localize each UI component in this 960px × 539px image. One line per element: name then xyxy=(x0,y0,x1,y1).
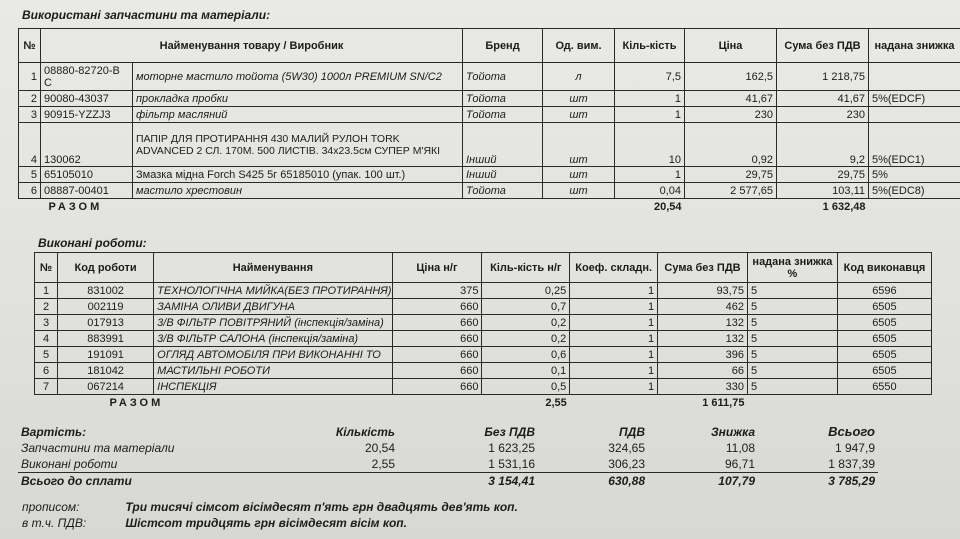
summary-col-vat: ПДВ xyxy=(619,425,645,439)
cell-brand: Інший xyxy=(463,167,543,183)
parts-col-discount: надана знижка xyxy=(869,29,960,63)
cell-code: 883991 xyxy=(58,331,154,347)
cell-qty: 0,1 xyxy=(482,363,570,379)
cell-sum: 462 xyxy=(658,299,748,315)
works-col-qty: Кіль-кість н/г xyxy=(482,253,570,283)
cell-discount: 5 xyxy=(747,331,837,347)
cell-sum: 132 xyxy=(658,315,748,331)
cell-sum: 41,67 xyxy=(777,91,869,107)
parts-col-unit: Од. вим. xyxy=(543,29,615,63)
cell-coef: 1 xyxy=(570,379,658,395)
cell-sum: 396 xyxy=(658,347,748,363)
cell-discount: 5 xyxy=(747,363,837,379)
cell-num: 6 xyxy=(19,183,41,199)
cell-exec: 6505 xyxy=(837,363,931,379)
cell-discount: 11,08 xyxy=(725,441,755,455)
cell-qty: 2,55 xyxy=(371,457,395,471)
cell-sum: 103,11 xyxy=(777,183,869,199)
cell-discount: 5%(EDCF) xyxy=(869,91,960,107)
cell-code: 191091 xyxy=(58,347,154,363)
cell-discount: 5 xyxy=(747,283,837,299)
cell-code: 831002 xyxy=(58,283,154,299)
cell-total: 1 837,39 xyxy=(828,457,875,471)
cell-label: Виконані роботи xyxy=(21,457,118,471)
cell-unit: л xyxy=(543,63,615,91)
cell-total: 1 947,9 xyxy=(834,441,875,455)
parts-col-price: Ціна xyxy=(685,29,777,63)
cell-num: 4 xyxy=(19,123,41,167)
parts-col-brand: Бренд xyxy=(463,29,543,63)
cell-name: 3/В ФІЛЬТР САЛОНА (інспекція/заміна) xyxy=(154,331,392,347)
works-col-coef: Коеф. складн. xyxy=(570,253,658,283)
works-header-row xyxy=(35,253,932,283)
table-row xyxy=(19,63,960,91)
works-section-title: Виконані роботи: xyxy=(38,236,147,250)
cell-name: ОГЛЯД АВТОМОБІЛЯ ПРИ ВИКОНАННІ ТО xyxy=(154,347,392,363)
works-table xyxy=(34,252,932,411)
cell-label: Запчастини та матеріали xyxy=(21,441,175,455)
summary-col-label: Вартість: xyxy=(21,425,87,439)
cell-exec: 6505 xyxy=(837,315,931,331)
table-row xyxy=(35,347,932,363)
cell-price: 230 xyxy=(685,107,777,123)
parts-total-qty: 20,54 xyxy=(615,199,685,215)
parts-col-sum: Сума без ПДВ xyxy=(777,29,869,63)
works-col-sum: Сума без ПДВ xyxy=(658,253,748,283)
cell-name: моторне мастило тойота (5W30) 1000л PREMIUM SN/C2 xyxy=(133,63,463,91)
summary-col-total: Всього xyxy=(828,424,875,439)
cell-code: 181042 xyxy=(58,363,154,379)
grand-total-discount: 107,79 xyxy=(648,473,758,490)
cell-brand: Тойота xyxy=(463,107,543,123)
grand-total-amount: 3 785,29 xyxy=(758,473,878,490)
summary-col-qty: Кількість xyxy=(335,425,395,439)
cell-name: Змазка мідна Forch S425 5г 65185010 (упак. 100 шт.) xyxy=(133,167,463,183)
cell-price: 2 577,65 xyxy=(685,183,777,199)
cell-num: 1 xyxy=(35,283,58,299)
parts-col-qty: Кіль-кість xyxy=(615,29,685,63)
table-row xyxy=(19,107,960,123)
cell-sum: 93,75 xyxy=(658,283,748,299)
table-row xyxy=(19,167,960,183)
cell-unit: шт xyxy=(543,167,615,183)
cell-num: 1 xyxy=(19,63,41,91)
cell-sum: 132 xyxy=(658,331,748,347)
cell-name: 3/В ФІЛЬТР ПОВІТРЯНИЙ (інспекція/заміна) xyxy=(154,315,392,331)
cell-qty: 0,04 xyxy=(615,183,685,199)
cell-code: 08880-82720-B C xyxy=(41,63,133,91)
cell-code: 90080-43037 xyxy=(41,91,133,107)
cell-qty: 0,7 xyxy=(482,299,570,315)
cell-price: 660 xyxy=(392,315,482,331)
cell-price: 660 xyxy=(392,379,482,395)
table-row xyxy=(19,183,960,199)
table-row xyxy=(35,331,932,347)
vat-in-words-value: Шістсот тридцять грн вісімдесят вісім коп. xyxy=(125,516,407,530)
cell-qty: 0,5 xyxy=(482,379,570,395)
cell-price: 660 xyxy=(392,299,482,315)
cell-qty: 0,25 xyxy=(482,283,570,299)
cell-sum: 29,75 xyxy=(777,167,869,183)
cell-qty: 0,6 xyxy=(482,347,570,363)
cell-net: 1 531,16 xyxy=(488,457,535,471)
parts-table xyxy=(18,28,960,215)
cell-coef: 1 xyxy=(570,331,658,347)
cell-num: 5 xyxy=(19,167,41,183)
cell-name: ПАПІР ДЛЯ ПРОТИРАННЯ 430 МАЛИЙ РУЛОН TORK ADVANCED 2 СЛ. 170М. 500 ЛИСТІВ. 34х23.5см СУПЕР М'ЯКІ xyxy=(133,123,463,167)
parts-section-title: Використані запчастини та матеріали: xyxy=(22,8,271,22)
table-row xyxy=(18,440,878,456)
cell-discount: 5 xyxy=(747,299,837,315)
cell-num: 2 xyxy=(35,299,58,315)
cell-name: ЗАМІНА ОЛИВИ ДВИГУНА xyxy=(154,299,392,315)
cell-brand: Тойота xyxy=(463,63,543,91)
cell-price: 29,75 xyxy=(685,167,777,183)
cell-name: мастило хрестовин xyxy=(133,183,463,199)
cell-exec: 6505 xyxy=(837,299,931,315)
cell-qty: 10 xyxy=(615,123,685,167)
cell-unit: шт xyxy=(543,183,615,199)
cell-num: 7 xyxy=(35,379,58,395)
cell-qty: 20,54 xyxy=(364,441,395,455)
cell-qty: 1 xyxy=(615,91,685,107)
cell-coef: 1 xyxy=(570,315,658,331)
cell-exec: 6596 xyxy=(837,283,931,299)
cell-name: фільтр масляний xyxy=(133,107,463,123)
parts-total-row xyxy=(19,199,960,215)
cell-price: 162,5 xyxy=(685,63,777,91)
cell-num: 5 xyxy=(35,347,58,363)
cell-num: 4 xyxy=(35,331,58,347)
parts-total-label: РАЗОМ xyxy=(48,200,103,213)
works-col-code: Код роботи xyxy=(58,253,154,283)
cell-name: ІНСПЕКЦІЯ xyxy=(154,379,392,395)
summary-col-discount: Знижка xyxy=(710,425,755,439)
cell-name: МАСТИЛЬНІ РОБОТИ xyxy=(154,363,392,379)
cell-vat: 324,65 xyxy=(608,441,645,455)
cell-discount: 5 xyxy=(747,347,837,363)
cell-exec: 6550 xyxy=(837,379,931,395)
cell-discount: 5%(EDC1) xyxy=(869,123,960,167)
cell-discount: 5 xyxy=(747,379,837,395)
cell-num: 2 xyxy=(19,91,41,107)
table-row xyxy=(35,379,932,395)
cell-num: 6 xyxy=(35,363,58,379)
cell-exec: 6505 xyxy=(837,331,931,347)
cell-code: 08887-00401 xyxy=(41,183,133,199)
grand-total-row xyxy=(18,473,878,490)
amount-in-words-value: Три тисячі сімсот вісімдесят п'ять грн двадцять дев'ять коп. xyxy=(125,500,518,514)
cell-qty: 1 xyxy=(615,167,685,183)
cell-code: 90915-YZZJ3 xyxy=(41,107,133,123)
cell-unit: шт xyxy=(543,107,615,123)
parts-total-sum: 1 632,48 xyxy=(777,199,869,215)
cell-price: 660 xyxy=(392,347,482,363)
works-total-qty: 2,55 xyxy=(482,395,570,411)
cell-sum: 66 xyxy=(658,363,748,379)
table-row xyxy=(35,363,932,379)
cell-code: 002119 xyxy=(58,299,154,315)
cell-net: 1 623,25 xyxy=(488,441,535,455)
vat-in-words xyxy=(22,516,407,530)
cell-discount xyxy=(869,63,960,91)
table-row xyxy=(18,456,878,473)
cell-brand: Інший xyxy=(463,123,543,167)
cell-price: 660 xyxy=(392,363,482,379)
cell-coef: 1 xyxy=(570,347,658,363)
works-col-name: Найменування xyxy=(154,253,392,283)
cell-discount: 5% xyxy=(869,167,960,183)
cell-discount: 96,71 xyxy=(724,457,755,471)
totals-summary xyxy=(18,424,878,489)
cell-sum: 9,2 xyxy=(777,123,869,167)
table-row xyxy=(35,283,932,299)
cell-sum: 1 218,75 xyxy=(777,63,869,91)
cell-code: 65105010 xyxy=(41,167,133,183)
works-total-sum: 1 611,75 xyxy=(658,395,748,411)
works-col-exec: Код виконавця xyxy=(837,253,931,283)
cell-num: 3 xyxy=(35,315,58,331)
cell-price: 41,67 xyxy=(685,91,777,107)
cell-qty: 7,5 xyxy=(615,63,685,91)
summary-col-net: Без ПДВ xyxy=(484,425,535,439)
parts-header-row xyxy=(19,29,960,63)
cell-vat: 306,23 xyxy=(608,457,645,471)
cell-num: 3 xyxy=(19,107,41,123)
works-col-num: № xyxy=(35,253,58,283)
cell-coef: 1 xyxy=(570,363,658,379)
cell-coef: 1 xyxy=(570,299,658,315)
works-col-price: Ціна н/г xyxy=(392,253,482,283)
parts-col-name: Найменування товару / Виробник xyxy=(41,29,463,63)
cell-price: 660 xyxy=(392,331,482,347)
cell-unit: шт xyxy=(543,91,615,107)
cell-price: 375 xyxy=(392,283,482,299)
parts-col-num: № xyxy=(19,29,41,63)
grand-total-vat: 630,88 xyxy=(538,473,648,490)
cell-discount xyxy=(869,107,960,123)
cell-discount: 5%(EDC8) xyxy=(869,183,960,199)
cell-qty: 0,2 xyxy=(482,315,570,331)
cell-code: 067214 xyxy=(58,379,154,395)
works-total-label: РАЗОМ xyxy=(109,396,164,409)
cell-name: прокладка пробки xyxy=(133,91,463,107)
cell-brand: Тойота xyxy=(463,183,543,199)
cell-sum: 330 xyxy=(658,379,748,395)
cell-qty: 1 xyxy=(615,107,685,123)
vat-in-words-label: в т.ч. ПДВ: xyxy=(22,516,87,530)
works-total-row xyxy=(35,395,932,411)
amount-in-words xyxy=(22,500,518,514)
table-row xyxy=(19,91,960,107)
table-row xyxy=(35,299,932,315)
cell-unit: шт xyxy=(543,123,615,167)
table-row xyxy=(19,123,960,167)
cell-code: 017913 xyxy=(58,315,154,331)
table-row xyxy=(35,315,932,331)
cell-coef: 1 xyxy=(570,283,658,299)
cell-exec: 6505 xyxy=(837,347,931,363)
cell-discount: 5 xyxy=(747,315,837,331)
cell-name: ТЕХНОЛОГІЧНА МИЙКА(БЕЗ ПРОТИРАННЯ) xyxy=(154,283,392,299)
grand-total-label: Всього до сплати xyxy=(18,473,248,490)
cell-brand: Тойота xyxy=(463,91,543,107)
cell-qty: 0,2 xyxy=(482,331,570,347)
cell-price: 0,92 xyxy=(685,123,777,167)
works-col-discount: надана знижка % xyxy=(747,253,837,283)
summary-header-row xyxy=(18,424,878,440)
cell-code: 130062 xyxy=(41,123,133,167)
grand-total-net: 3 154,41 xyxy=(398,473,538,490)
amount-in-words-label: прописом: xyxy=(22,500,80,514)
cell-sum: 230 xyxy=(777,107,869,123)
